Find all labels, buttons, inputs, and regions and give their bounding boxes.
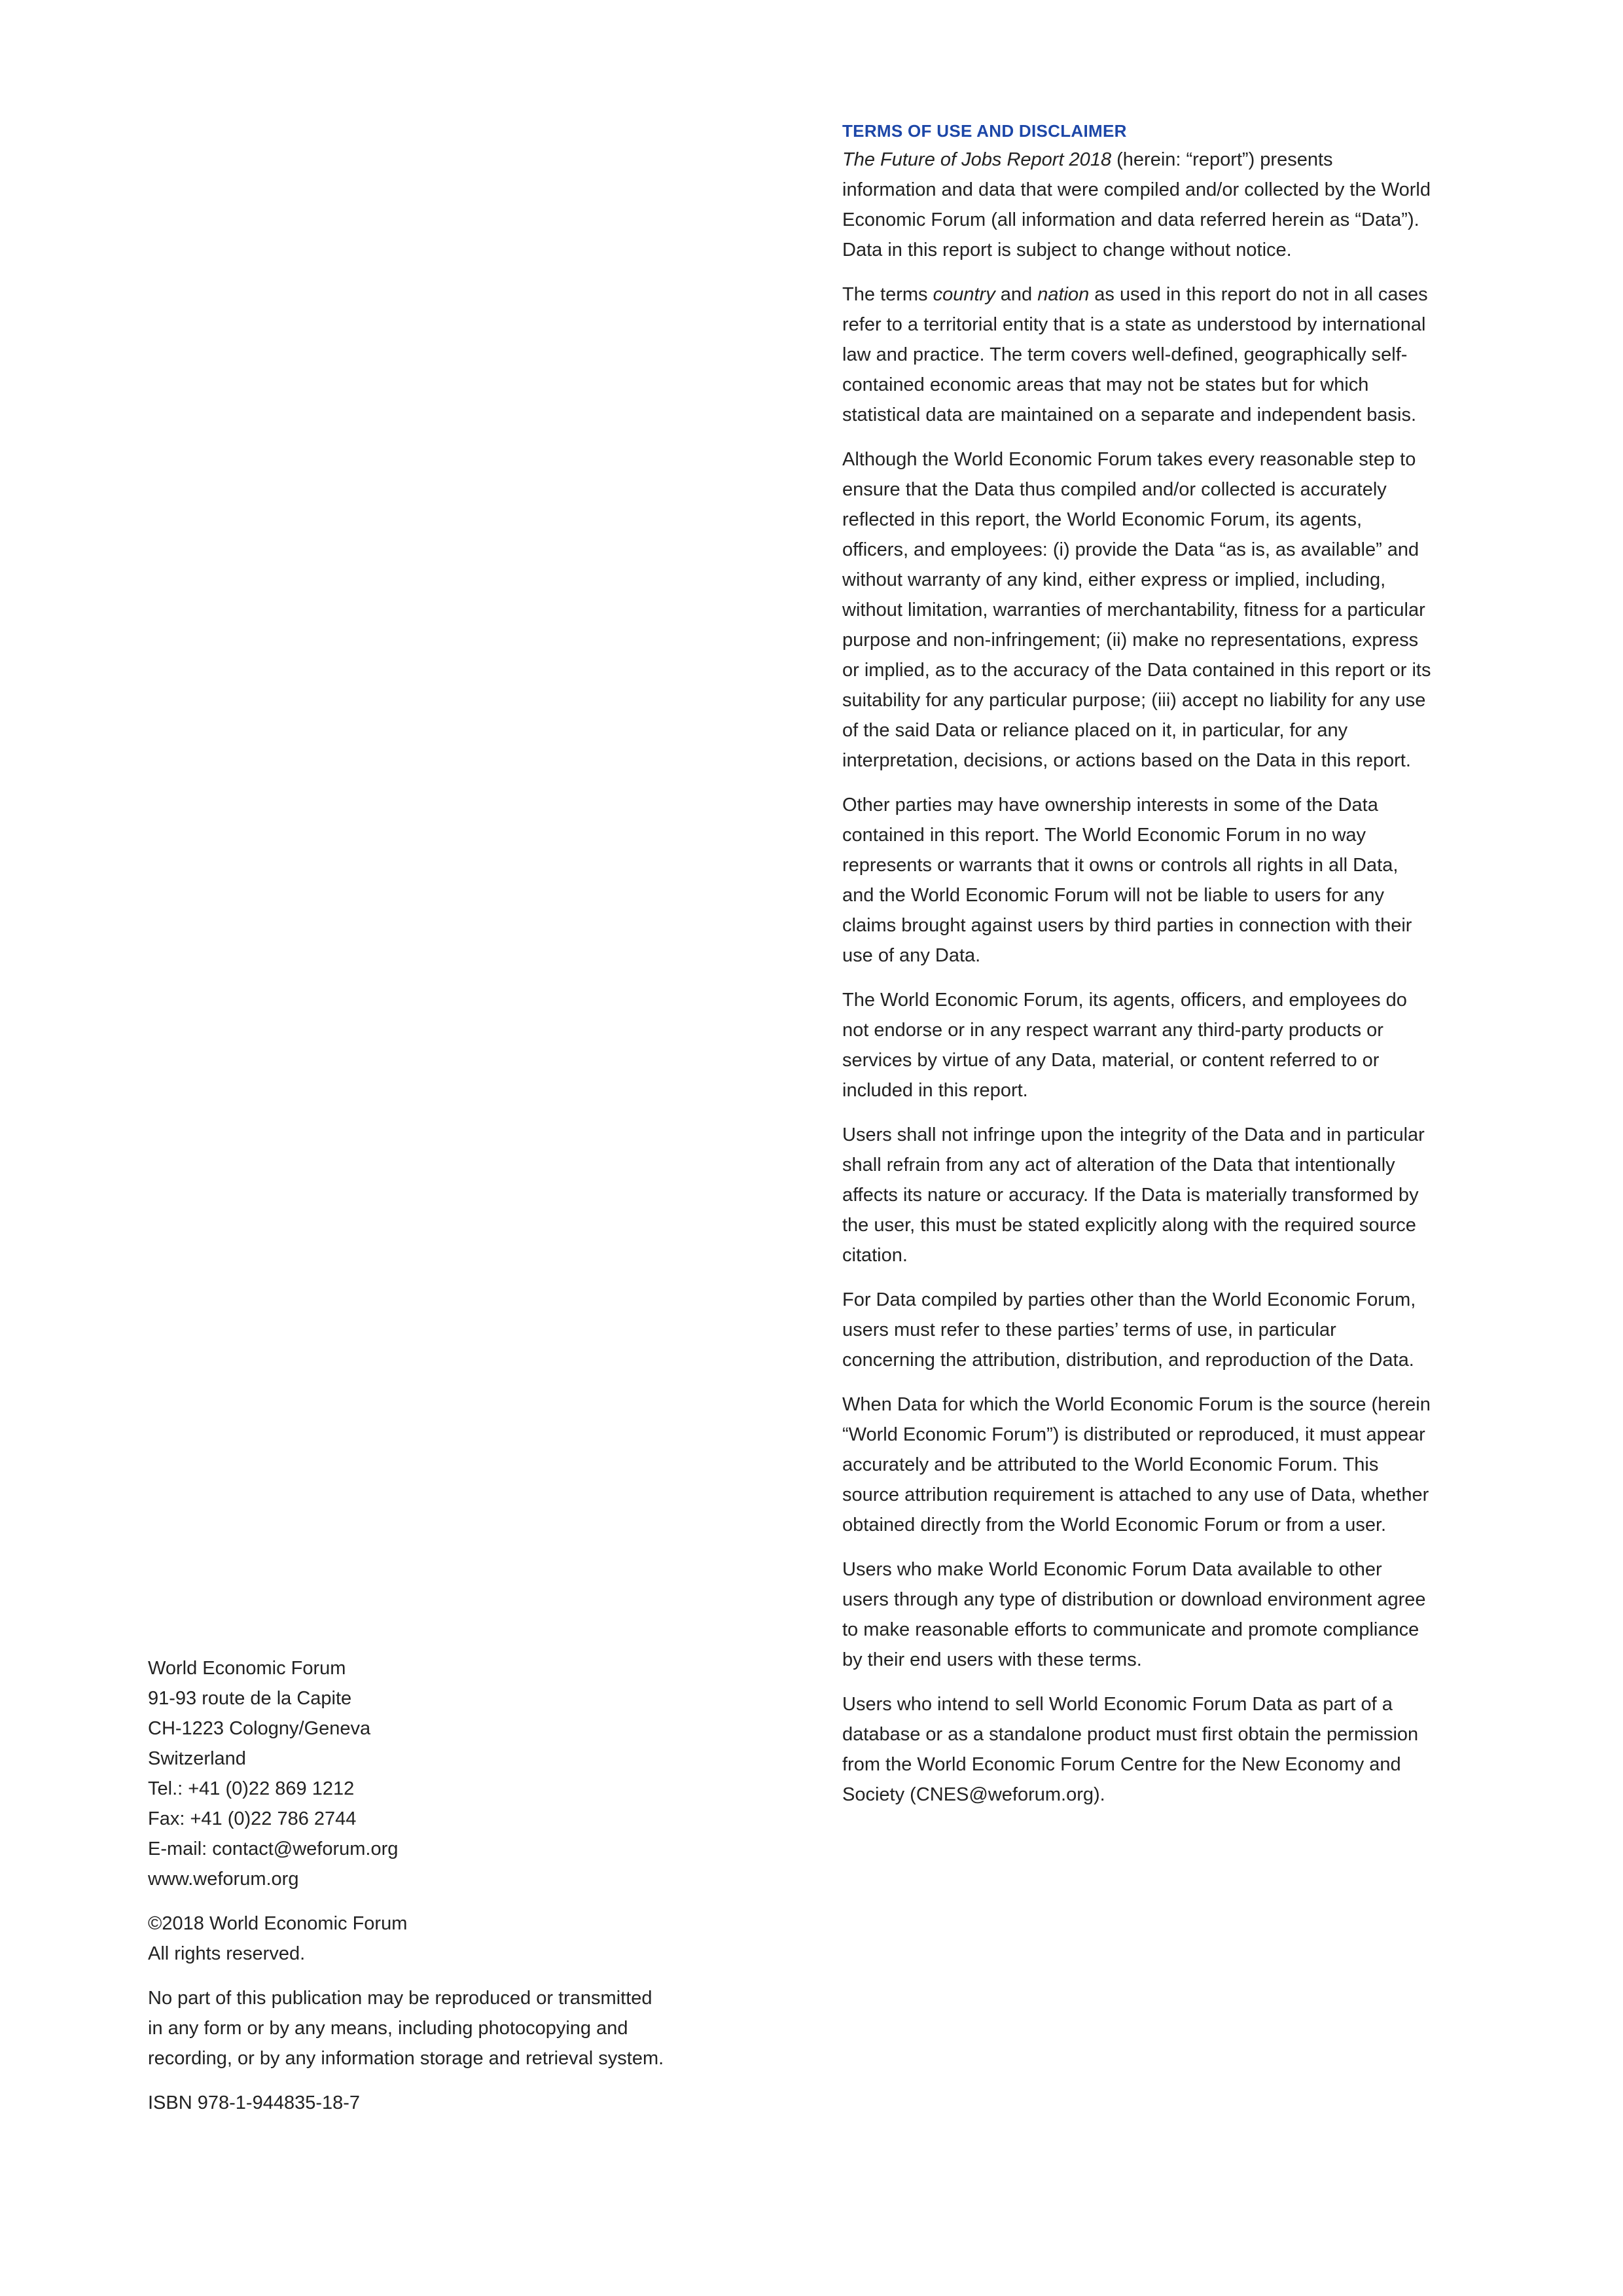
- terms-section: [842, 120, 1431, 1824]
- isbn: ISBN 978-1-944835-18-7: [148, 2092, 361, 2113]
- terms-paragraph-5: The World Economic Forum, its agents, officers, and employees do not endorse or in any respect warrant any third-party products or services by virtue of any Data, material, or content referred to or included in this report.: [842, 990, 1407, 1101]
- imprint-section: [148, 1653, 724, 2132]
- copyright-block: [148, 1909, 724, 1969]
- report-title: The Future of Jobs Report 2018: [842, 149, 1112, 170]
- rights-line: All rights reserved.: [148, 1943, 306, 1964]
- terms-paragraph-4: Other parties may have ownership interests in some of the Data contained in this report. The World Economic Forum in no way represents or warrants that it owns or controls all rights in all Data, and the World Economic Forum will not be liable to users for any claims brought against users by third parties in connection with their use of any Data.: [842, 795, 1412, 966]
- address-block: [148, 1653, 724, 1894]
- website: www.weforum.org: [148, 1869, 299, 1890]
- terms-paragraph-2: The terms country and nation as used in this report do not in all cases refer to a territorial entity that is a state as understood by international law and practice. The term covers well-defined, geographically self-contained economic areas that may not be states but for which statistical data are maintained on a separate and independent basis.: [842, 284, 1428, 425]
- telephone: Tel.: +41 (0)22 869 1212: [148, 1778, 355, 1799]
- org-name: World Economic Forum: [148, 1658, 346, 1679]
- terms-paragraph-10: Users who intend to sell World Economic Forum Data as part of a database or as a standalone product must first obtain the permission from the World Economic Forum Centre for the New Economy and Society (CNES@weforum.org).: [842, 1694, 1419, 1805]
- terms-paragraph-6: Users shall not infringe upon the integrity of the Data and in particular shall refrain from any act of alteration of the Data that intentionally affects its nature or accuracy. If the Data is materially transformed by the user, this must be stated explicitly along with the required source citation.: [842, 1124, 1425, 1266]
- terms-paragraph-1: The Future of Jobs Report 2018 (herein: “report”) presents information and data that were compiled and/or collected by the World Economic Forum (all information and data referred herein as “Data”). Data in this report is subject to change without notice.: [842, 149, 1431, 260]
- terms-heading: TERMS OF USE AND DISCLAIMER: [842, 121, 1127, 141]
- terms-paragraph-8: When Data for which the World Economic Forum is the source (herein “World Economic Forum”) is distributed or reproduced, it must appear accurately and be attributed to the World Economic Forum. This source attribution requirement is attached to any use of Data, whether obtained directly from the World Economic Forum or from a user.: [842, 1394, 1431, 1535]
- copyright-line: ©2018 World Economic Forum: [148, 1913, 408, 1934]
- country: Switzerland: [148, 1748, 246, 1769]
- street-address: 91-93 route de la Capite: [148, 1688, 352, 1709]
- email: E-mail: contact@weforum.org: [148, 1839, 399, 1859]
- terms-paragraph-3: Although the World Economic Forum takes every reasonable step to ensure that the Data thus compiled and/or collected is accurately reflected in this report, the World Economic Forum, its agents, officers, and employees: (i) provide the Data “as is, as available” and without warranty of any kind, either express or implied, including, without limitation, warranties of merchantability, fitness for a particular purpose and non-infringement; (ii) make no representations, express or implied, as to the accuracy of the Data contained in this report or its suitability for any particular purpose; (iii) accept no liability for any use of the said Data or reliance placed on it, in particular, for any interpretation, decisions, or actions based on the Data in this report.: [842, 449, 1431, 771]
- reproduction-notice: No part of this publication may be reproduced or transmitted in any form or by any means, including photocopying and recording, or by any information storage and retrieval system.: [148, 1988, 664, 2069]
- terms-paragraph-7: For Data compiled by parties other than the World Economic Forum, users must refer to these parties’ terms of use, in particular concerning the attribution, distribution, and reproduction of the Data.: [842, 1289, 1416, 1371]
- terms-paragraph-9: Users who make World Economic Forum Data available to other users through any type of distribution or download environment agree to make reasonable efforts to communicate and promote compliance by their end users with these terms.: [842, 1559, 1426, 1670]
- city-postcode: CH-1223 Cologny/Geneva: [148, 1718, 371, 1739]
- fax: Fax: +41 (0)22 786 2744: [148, 1808, 357, 1829]
